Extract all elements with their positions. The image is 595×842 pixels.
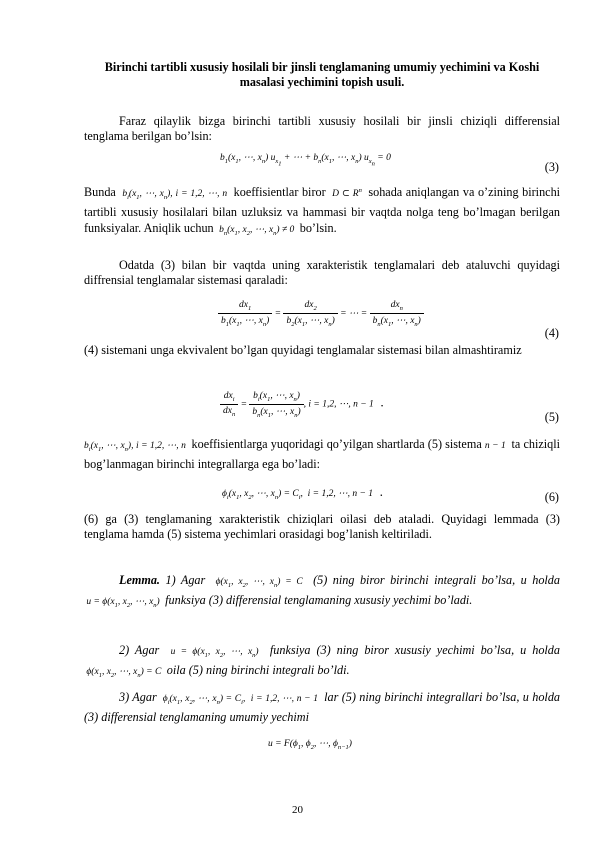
paragraph-characteristic: Odatda (3) bilan bir vaqtda uning xarakteristik tenglamalari deb ataluvchi quyidagi diffrensial tenglamalar sistemasi qaraladi: [84, 258, 560, 288]
math-phi-c-2: $\phi(x_1$, $x_2$, ⋯, $x_n) = C$ [84, 667, 164, 680]
math-bi-2: $b_i(x_1$, ⋯, $x_n$), i = 1,2, ⋯, n [84, 441, 189, 453]
math-u-phi: $u = \phi(x_1$, $x_2$, ⋯, $x_n$) [84, 597, 163, 610]
para5-text-a: koeffisientlarga yuqoridagi qo’yilgan shartlarda (5) sistema [191, 437, 482, 451]
math-phi-i-ci: $\phi_i(x_1$, $x_2$, ⋯, $x_n) = C_i$, i = 1,2, ⋯, n − 1 [160, 694, 321, 706]
equation-4: $\frac{dx_1}{b_1(x_1, \cdots, x_n)}$ = $\frac{dx_2}{b_2(x_1, \cdots, x_n)}$ = ⋯ = $\frac{dx_n}{b_n(x_1, \cdots, x_n)}$ [218, 300, 424, 328]
equation-3-number: (3) [544, 160, 559, 174]
paragraph-equivalent: (4) sistemani unga ekvivalent bo’lgan quyidagi tenglamalar sistemasi bilan almashtiramiz [84, 343, 522, 357]
para2-text-a: Bunda [84, 185, 116, 200]
math-bi: $b_i(x_1$, ⋯, $x_n$), i = 1,2, ⋯, n [119, 189, 231, 202]
lemma3-text-b: lar (5) ning birinchi integrallari bo’lsa, u holda (3) differensial tenglamaning umumiy yechimi [84, 690, 561, 725]
math-n-minus-1: n − 1 [484, 441, 509, 451]
lemma-part-1 [84, 573, 560, 613]
lemma-part-3 [84, 690, 560, 725]
lemma1-text-a: 1) Agar [165, 573, 206, 587]
math-bn-nonzero: $b_n(x_1$, $x_2$, ⋯, $x_n) \ne 0$ [216, 224, 297, 237]
lemma2-text-a: 2) Agar [119, 643, 160, 657]
paragraph-coefficients [84, 183, 560, 241]
lemma3-text-a: 3) Agar [119, 690, 157, 704]
equation-5-number: (5) [544, 410, 559, 424]
lemma1-text-c: funksiya (3) differensial tenglamaning xususiy yechimi bo’ladi. [165, 593, 473, 608]
math-phi-c: $\phi(x_1$, $x_2$, ⋯, $x_n) = C$ [210, 577, 308, 589]
page-number: 20 [292, 804, 303, 816]
para5-text-b: ta chiziqli bog’lanmagan birinchi integrallarga ega bo’ladi: [84, 437, 560, 472]
section-title: Birinchi tartibli xususiy hosilali bir jinsli tenglamaning umumiy yechimini va Koshi masalasi yechimini topish usuli. [104, 60, 540, 89]
para2-text-d: bo’lsin. [299, 220, 337, 235]
math-u-phi-2: $u = \phi(x_1$, $x_2$, ⋯, $x_n$) [165, 647, 264, 659]
equation-4-number: (4) [544, 326, 559, 340]
para2-text-b: koeffisientlar biror [233, 185, 326, 200]
paragraph-intro: Faraz qilaylik bizga birinchi tartibli xususiy hosilali bir jinsli chiziqli differensial tenglama berilgan bo’lsin: [84, 114, 560, 144]
equation-6-number: (6) [544, 490, 559, 504]
equation-5: $\frac{dx_i}{dx_n}$ = $\frac{b_i(x_1, \cdots, x_n)}{b_n(x_1, \cdots, x_n)}$ , i = 1,2, ⋯, n − 1 . [220, 390, 383, 419]
equation-6: $\phi_i(x_1$, $x_2$, ⋯, $x_n) = C_i$, i = 1,2, ⋯, n − 1 . [222, 489, 383, 501]
lemma-label: Lemma. [119, 573, 160, 587]
para2-text-c: sohada aniqlangan va o’zining birinchi tartibli xususiy hosilalari bilan uzluksiz va hammasi bir vaqtda nolga teng bo’lmagan berilgan funksiyalar. Aniqlik uchun [84, 185, 561, 235]
paragraph-first-integrals [84, 437, 560, 472]
math-domain: D ⊂ $R^n$ [329, 187, 362, 200]
paragraph-characteristic-lines: (6) ga (3) tenglamaning xarakteristik chiziqlari oilasi deb ataladi. Quyidagi lemmada (3) tenglama hamda (5) sistema yechimlari orasidagi bog’lanish keltiriladi. [84, 512, 560, 542]
lemma1-text-b: (5) ning biror birinchi integrali bo’lsa, u holda [313, 573, 560, 587]
equation-general-solution: $u = F(\phi_1$, $\phi_2$, ⋯, $\phi_{n-1}$) [268, 739, 352, 751]
lemma-part-2 [84, 643, 560, 683]
equation-3: $b_1(x_1$, ⋯, $x_n$) $u_{x_1}$ + ⋯ + $b_n(x_1$, ⋯, $x_n$) $u_{x_n} = 0$ [220, 153, 391, 168]
lemma2-text-c: oila (5) ning birinchi integrali bo’ldi. [166, 663, 350, 678]
lemma2-text-b: funksiya (3) ning biror xususiy yechimi bo’lsa, u holda [269, 643, 560, 657]
